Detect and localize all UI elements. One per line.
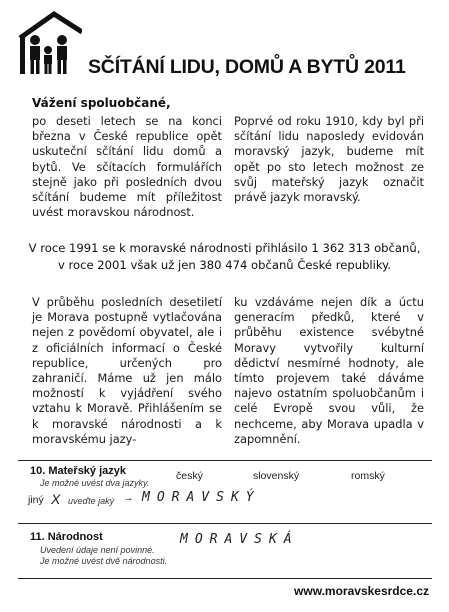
paragraph-1: po deseti letech se na konci března v České republice opět uskuteční sčítání lidu domů a bytů. Ve sčítacích formulářích stejně jako při posledních dvou sčítání budeme mít příležitost uvést moravskou národnost. [32, 114, 222, 220]
paragraph-2: Poprvé od roku 1910, kdy byl při sčítání lidu naposledy evidován moravský jazyk, budeme mít opět po sto letech možnost ze svůj mateřský jazyk označit právě jazyk moravský. [234, 114, 424, 205]
question-11-hint-2: Je možné uvést dvě národnosti. [40, 556, 168, 566]
question-11-hint-1: Uvedení údaje není povinné. [40, 545, 155, 555]
form-question-mother-tongue [18, 460, 432, 524]
nationality-answer[interactable]: MORAVSKÁ [180, 532, 299, 547]
question-10-title: 10. Mateřský jazyk [30, 465, 127, 477]
paragraph-4: ku vzdáváme nejen dík a úctu generacím předků, které v průběhu existence svébytné Moravy vytvořily kulturní dědictví nesmírné hodnoty, ale tímto projevem také dáváme najevo ostatním spoluobčanům i celé Evropě svou vůli, že nechceme, aby Morava upadla v zapomnění. [234, 295, 424, 446]
option-other-label: jiný [28, 494, 44, 506]
question-11-title: 11. Národnost [30, 531, 103, 543]
website-link[interactable]: www.moravskesrdce.cz [294, 584, 429, 598]
statistic-1991: V roce 1991 se k moravské národnosti přihlásilo 1 362 313 občanů, [28, 241, 421, 255]
mother-tongue-answer[interactable]: MORAVSKÝ [142, 490, 261, 505]
greeting: Vážení spoluobčané, [32, 96, 171, 110]
paragraph-3: V průběhu posledních desetiletí je Morava postupně vytlačována nejen z povědomí obyvatel, ale i z oficiálních informací o České republice, určených pro zahraničí. Máme už jen málo možností k vyjádření svého vztahu k Moravě. Přihlášením se k moravské národnosti a k moravskému jazy- [32, 295, 222, 446]
page-title: SČÍTÁNÍ LIDU, DOMŮ A BYTŮ 2011 [88, 56, 406, 78]
form-question-nationality [18, 526, 432, 579]
arrow-icon: → [123, 492, 134, 504]
other-hint: uveďte jaký [68, 496, 115, 506]
statistic-2001: v roce 2001 však už jen 380 474 občanů České republiky. [57, 258, 392, 272]
option-slovak[interactable]: slovenský [253, 470, 300, 482]
question-10-hint: Je možné uvést dva jazyky. [40, 478, 150, 488]
family-house-icon [18, 10, 82, 76]
option-romani[interactable]: romský [351, 470, 385, 482]
other-checkbox-mark[interactable]: X [51, 491, 61, 507]
option-czech[interactable]: český [176, 470, 203, 482]
